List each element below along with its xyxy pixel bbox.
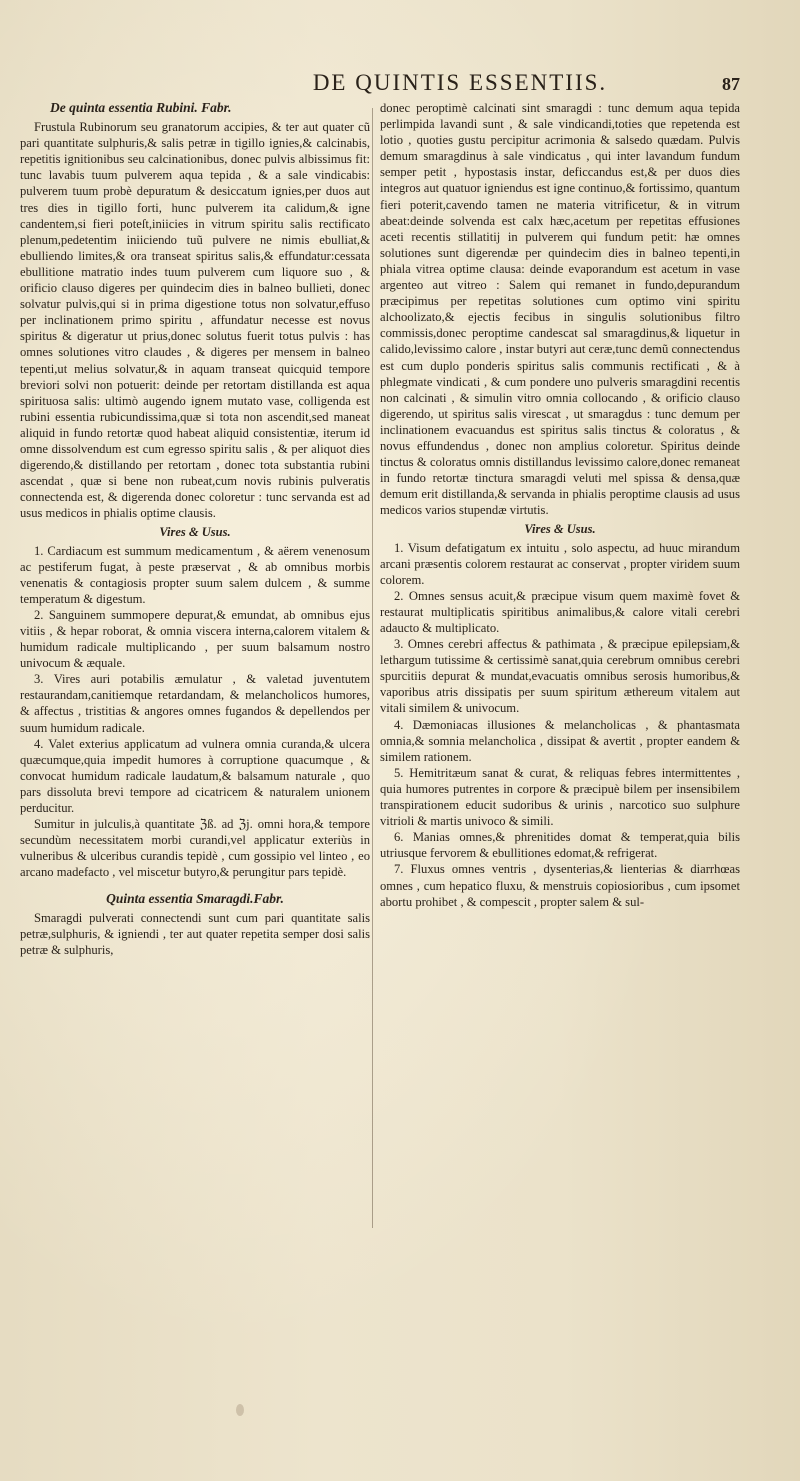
virtue-item: 7. Fluxus omnes ventris , dysenterias,& lienterias & diarrhœas omnes , cum hepatico fluxu, & menstruis copiosioribus , cum ipsomet abortu prohibet , & compescit , propter salem & sul- [380, 862, 740, 909]
paragraph-rubini-preparation: Frustula Rubinorum seu granatorum accipies, & ter aut quater cũ pari quantitate sulphuris,& salis petræ in tigillo ignies,& calcinabis, repetitis ignitionibus seu calcinationibus, donec pulvis albissimus fit: tunc lavabis tuum pulverem aqua tepida , & a sale vindicabis: pulverem tuum probè depuratum & desiccatum ignies,per duos aut tres dies in tigillo forti, hunc pulverem ita calidum,& igne candentem,si fieri poteſt,iniicies in vitrum spiritu salis rectificato plenum,pedetentim iniiciendo tuũ pulvere ne nimis ebulliat,& ebulliendo limites,& ora transeat spiritus salis,& effundatur:cessata ebullitione matratio indes tuum pulverem cum liquore suo , & orificio clauso digeres per quindecim dies in balneo bullieti, donec solvatur pulvis,qui si in prima digestione totus non solvatur,effuso per inclinationem primo spiritu , affundatur necesse est novus spiritus & digeratur ut prius,donec solutus fuerit totus pulvis : has omnes solutiones vitro claudes , & digeres per mensem in balneo tepenti,ut melius solvatur,& in aquam transeat quicquid tempore breviori solvi non potuerit: deinde per retortam distillanda est aqua spirituosa salis: ultimò augendo ignem mutato vase, colligenda est rubini essentia rubicundissima,quæ si tota non ascendit,sed maneat aliquid in fundo retortæ quod habeat aliquid consistentiæ, iterum id omne dissolvendum est cum egresso spiritu salis , & per aliquot dies digerendo,& distillando per retortam , donec tota substantia rubini ascendat , quæ si bene non rubeat,cum novis rubinis pulveratis connectenda est, & digerenda donec coloretur : tunc servanda est ad usus medicos in phialis optime clausis. [20, 120, 370, 521]
section-title-smaragdi: Quinta essentia Smaragdi.Fabr. [106, 890, 284, 906]
virtues-heading-rubini: Vires & Usus. [159, 525, 231, 540]
virtue-item: 5. Hemitritæum sanat & curat, & reliquas febres intermittentes , quia humores putrentes in corpore & præcipuè bilem per insensibilem transpirationem educit sudoribus & urinis , narcotico suo sulphure vitrioli & martis univoco & simili. [380, 765, 740, 829]
paragraph-smaragdi-continued: donec peroptimè calcinati sint smaragdi : tunc demum aqua tepida perlimpida lavandi sunt , & sale vindicandi,toties que repetenda est lotio , quoties gustu percipitur acrimonia & salsedo quædam. Pulvis demum smaragdinus à sale vindicatus , qui inter lavandum fundum semper petit , hypostasis instar, deficcandus est,& per duos dies integros aut quatuor igniendus est igne continuo,& fortissimo, quantum fieri poterit,cavendo tamen ne materia vitrificetur, & in vitrum abeat:deinde solvenda est calx hæc,acetum per repetitas effusiones aceti recentis stillatitij in pulverem qui fundum petit: hæ omnes solutiones sunt digerendæ per quindecim dies in balneo tepenti,in phiala vitrea optime clausa: deinde evaporandum est acetum in vase argenteo aut vitreo : Salem qui remanet in fundo,depurandum præcipimus per repetitas solutiones cum optimo vini spiritu alchoolizato,& ejectis fecibus in singulis solutionibus filtro commissis,donec peroptime candescat sal smaragdinus,& liquetur in calido,levissimo calore , instar butyri aut ceræ,tunc demũ connectendus est cum duplo ponderis spiritus salis communis rectificati , & à phlegmate vindicati , & cum pondere uno pulveris smaragdini recentis non calcinati , & simulin vitro omnia collocando , & orificio clauso digerendo, ut spiritus salis virescat , ut smaragdus : tunc demum per inclinationem evacuandus est spiritus salis tinctus & coloratus , & novus effundendus , donec non amplius coloretur. Spiritus deinde tinctus & coloratus omnis distillandus levissimo calore,donec remaneat in fundo retortæ tinctura smaragdi veluti mel spissa & densa,quæ demum erit distillanda,& servanda in phialis peroptime clausis ad usus medicos varios stupendæ virtutis. [380, 101, 740, 518]
ink-spot [236, 1404, 244, 1416]
virtue-item: 3. Omnes cerebri affectus & pathimata , & præcipue epilepsiam,& lethargum tutissime & certissimè sanat,quia cerebrum omnibus cerebri spurcitiis depurat & mundat,evacuatis omnibus serosis humoribus,& vaporibus atris dissipatis per suum spiritum æthereum vitalem aut vitali similem & univocum. [380, 637, 740, 716]
virtue-item: 2. Sanguinem summopere depurat,& emundat, ab omnibus ejus vitiis , & hepar roborat, & omnia viscera interna,calorem vitalem & humidum radicale multiplicando , per suum balsamum nostro univocum & æquale. [20, 607, 370, 671]
section-spacer [20, 881, 370, 891]
page-number: 87 [722, 74, 740, 94]
virtue-item: 4. Dæmoniacas illusiones & melancholicas , & phantasmata omnia,& somnia melancholica , dissipat & avertit , propter eandem & similem rationem. [380, 717, 740, 764]
running-head: DE QUINTIS ESSENTIIS. [312, 70, 608, 95]
column-divider [372, 108, 373, 1228]
virtue-item: 2. Omnes sensus acuit,& præcipue visum quem maximè fovet & restaurat multiplicatis spiritibus animalibus,& calore vitali cerebri adaucto & multiplicato. [380, 588, 740, 635]
virtue-item: 6. Manias omnes,& phrenitides domat & temperat,quia bilis utriusque fervorem & ebullitiones edomat,& refrigerat. [380, 830, 740, 861]
dosage-paragraph: Sumitur in julculis,à quantitate ℨß. ad ℨj. omni hora,& tempore secundùm necessitatem morbi curandi,vel applicatur exteriùs in vulneribus & ulceribus curandis tepidè , cum gossipio vel linteo , eo arcano madefacto , vel miscetur butyro,& perungitur pars tepidè. [20, 817, 370, 880]
virtues-heading-smaragdi: Vires & Usus. [524, 522, 596, 537]
virtue-item: 1. Cardiacum est summum medicamentum , & aërem venenosum ac pestiferum fugat, à peste præservat , & ab omnibus morbis venenatis & contagiosis propter suum salem dulcem , & summe temperatum & digestum. [20, 543, 370, 606]
left-column [20, 100, 370, 958]
right-column [380, 100, 740, 910]
page-header [180, 70, 740, 100]
virtue-item: 4. Valet exterius applicatum ad vulnera omnia curanda,& ulcera quæcumque,quia impedit humores à corruptione quacumque , & convocat humidum radicale laudatum,& balsamum naturale , quo pars dissoluta brevi tempore ad cicatricem & naturalem unionem perducitur. [20, 736, 370, 816]
virtue-item: 1. Visum defatigatum ex intuitu , solo aspectu, ad huuc mirandum arcani præsentis colorem restaurat ac conservat , propter viridem suum colorem. [380, 540, 740, 587]
paragraph-smaragdi-preparation: Smaragdi pulverati connectendi sunt cum pari quantitate salis petræ,sulphuris, & igniendi , ter aut quater repetita semper dosi salis petræ & sulphuris, [20, 910, 370, 957]
section-title-rubini: De quinta essentia Rubini. Fabr. [50, 100, 232, 115]
virtue-item: 3. Vires auri potabilis æmulatur , & valetad juventutem restaurandam,canitiemque retardandam, & melancholicos humores, & affectus , tristitias & angores omnes fugandos & depellendos per suum humidum radicale. [20, 672, 370, 735]
